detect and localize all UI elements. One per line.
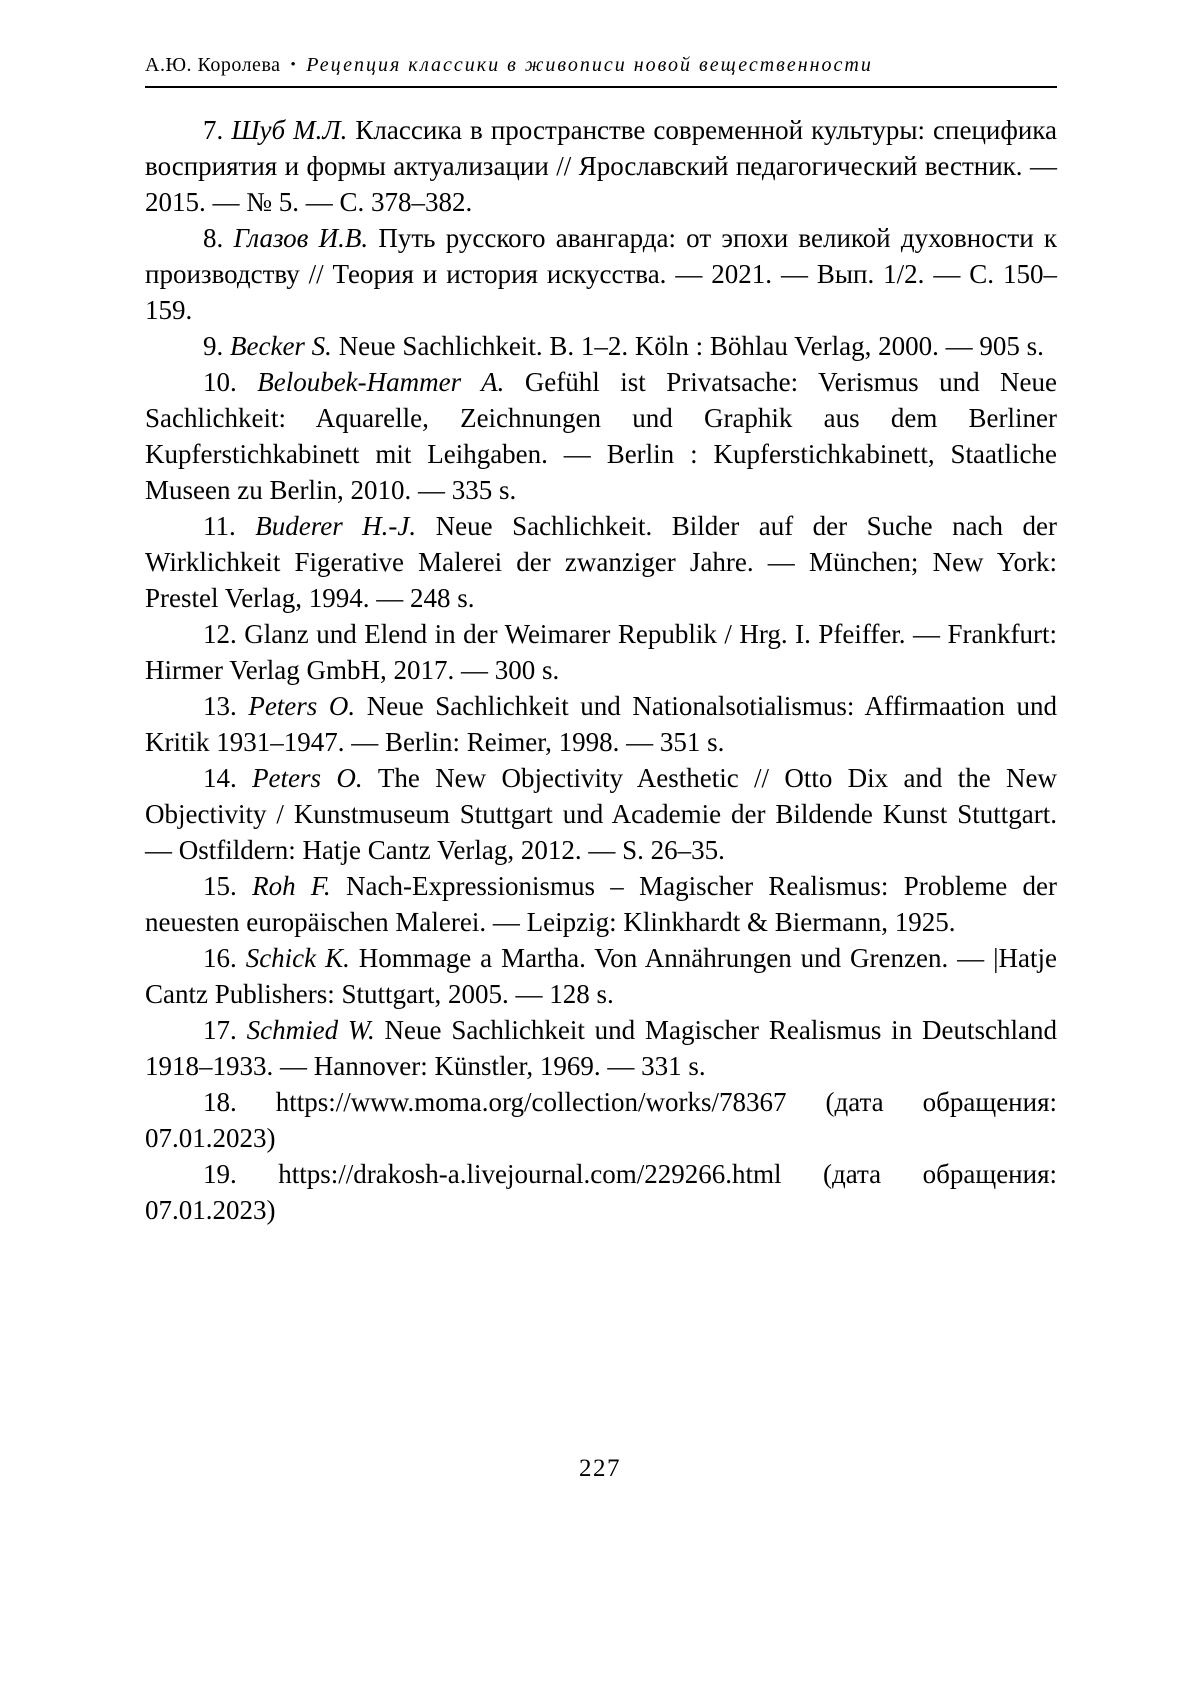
entry-number: 7. [203, 115, 232, 145]
entry-text: The New Objectivity Aesthetic // Otto Dix and the New Objectivity / Kunstmuseum Stuttgart und Academie der Bildende Kunst Stuttgart. — Ostfildern: Hatje Cantz Verlag, 2012. — S. 26–35. [145, 763, 1058, 865]
entry-text: Путь русского авангарда: от эпохи великой духовности к производству // Теория и история искусства. — 2021. — Вып. 1/2. — С. 150–159. [145, 223, 1057, 325]
entry-author: Глазов И.В. [233, 223, 379, 253]
entry-text: Gefühl ist Privatsache: Verismus und Neue Sachlichkeit: Aquarelle, Zeichnungen und Graphik aus dem Berliner Kupferstichkabinett mit Leihgaben. — Berlin : Kupferstichkabinett, Staatliche Museen zu Berlin, 2010. — 335 s. [145, 367, 1058, 505]
reference-entry [145, 364, 1057, 508]
entry-number: 13. [203, 691, 249, 721]
entry-text: Neue Sachlichkeit und Magischer Realismus in Deutschland 1918–1933. — Hannover: Künstler, 1969. — 331 s. [145, 1015, 1058, 1081]
header-separator: • [290, 57, 297, 73]
entry-number: 17. [203, 1015, 247, 1045]
reference-entry [145, 688, 1057, 760]
entry-author: Schick K. [245, 943, 359, 973]
reference-entry [145, 328, 1057, 364]
reference-entry [145, 868, 1057, 940]
entry-number: 16. [203, 943, 246, 973]
entry-text: Nach-Expressionismus – Magischer Realismus: Probleme der neuesten europäischen Malerei. — Leipzig: Klinkhardt & Biermann, 1925. [145, 871, 1057, 937]
entry-author: Becker S. [230, 331, 339, 361]
header-rule [145, 86, 1057, 88]
reference-entry [145, 1156, 1057, 1228]
reference-entry [145, 760, 1057, 868]
reference-entry [145, 508, 1057, 616]
entry-number: 8. [203, 223, 234, 253]
entry-text: https://www.moma.org/collection/works/78367 (дата обращения: 07.01.2023) [145, 1087, 1057, 1153]
entry-text: Классика в пространстве современной культуры: специфика восприятия и формы актуализации // Ярославский педагогический вестник. — 2015. — № 5. — С. 378–382. [145, 115, 1058, 217]
entry-number: 11. [203, 511, 256, 541]
reference-entry [145, 616, 1057, 688]
entry-text: Neue Sachlichkeit. B. 1–2. Köln : Böhlau Verlag, 2000. — 905 s. [338, 331, 1044, 361]
entry-text: https://drakosh-a.livejournal.com/229266.html (дата обращения: 07.01.2023) [145, 1159, 1057, 1225]
entry-text: Hommage a Martha. Von Annährungen und Grenzen. — |Hatje Cantz Publishers: Stuttgart, 2005. — 128 s. [145, 943, 1057, 1009]
entry-number: 12. [203, 619, 245, 649]
reference-entry [145, 1084, 1057, 1156]
entry-author: Шуб М.Л. [231, 115, 356, 145]
reference-entry [145, 940, 1057, 1012]
entry-author: Roh F. [252, 871, 346, 901]
entry-author: Schmied W. [246, 1015, 385, 1045]
entry-author: Peters O. [252, 763, 378, 793]
reference-entry [145, 112, 1057, 220]
entry-author: Beloubek-Hammer A. [257, 367, 525, 397]
entry-number: 14. [203, 763, 253, 793]
entry-author: Peters O. [248, 691, 367, 721]
entry-number: 15. [203, 871, 253, 901]
entry-text: Neue Sachlichkeit und Nationalsotialismus: Affirmaation und Kritik 1931–1947. — Berlin: Reimer, 1998. — 351 s. [145, 691, 1057, 757]
running-header [145, 52, 1057, 86]
entry-number: 10. [203, 367, 258, 397]
entry-number: 9. [203, 331, 230, 361]
entry-number: 19. [203, 1159, 279, 1189]
entry-number: 18. [203, 1087, 276, 1117]
header-title: Рецепция классики в живописи новой вещественности [306, 54, 873, 76]
header-author: А.Ю. Королева [145, 54, 281, 76]
reference-entry [145, 220, 1057, 328]
page-number: 227 [579, 1455, 621, 1482]
entry-author: Buderer H.-J. [255, 511, 436, 541]
reference-entry [145, 1012, 1057, 1084]
entry-text: Neue Sachlichkeit. Bilder auf der Suche nach der Wirklichkeit Figerative Malerei der zwanziger Jahre. — München; New York: Prestel Verlag, 1994. — 248 s. [145, 511, 1058, 613]
references-list [145, 112, 1057, 1228]
entry-text: Glanz und Elend in der Weimarer Republik / Hrg. I. Pfeiffer. — Frankfurt: Hirmer Verlag GmbH, 2017. — 300 s. [145, 619, 1058, 685]
